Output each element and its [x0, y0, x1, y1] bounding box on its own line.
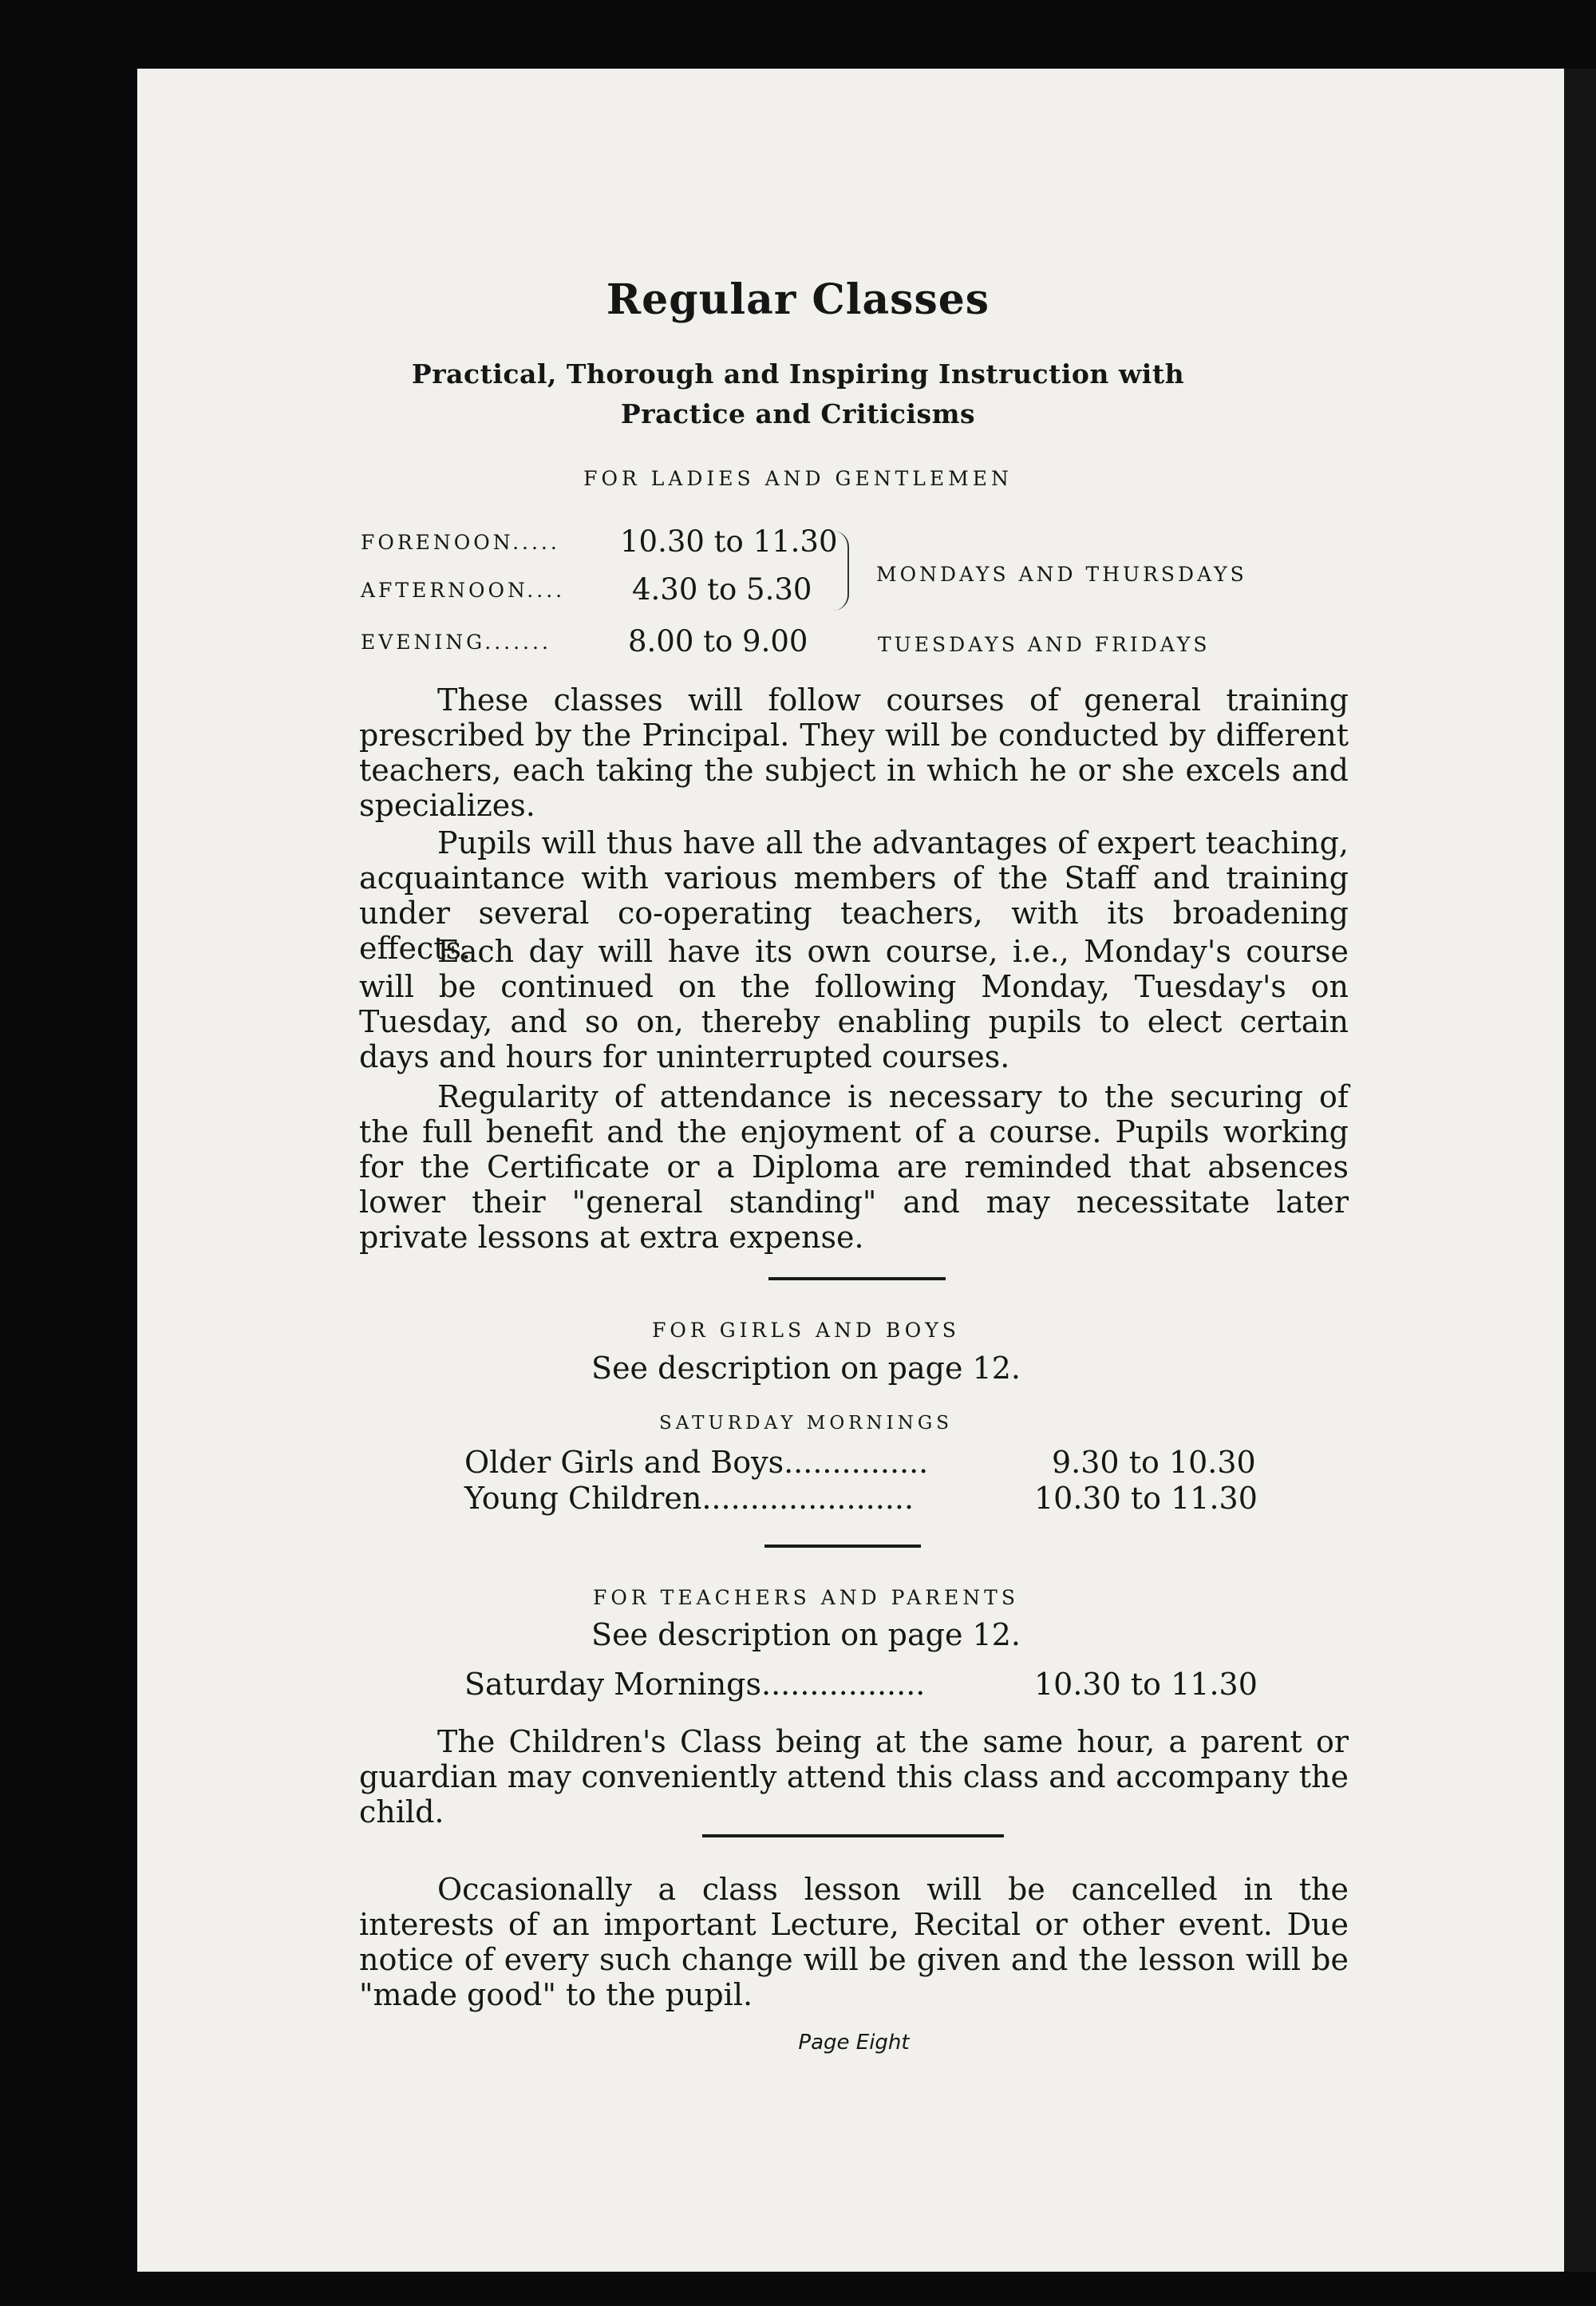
paragraph-occasional-cancellation: Occasionally a class lesson will be cancelled in the interests of an important Lecture, Recital or other event. Due notice of every such change will be given and the lesson will be "made good" to the pupil. — [359, 1872, 1349, 2012]
paragraph-general-training: These classes will follow courses of general training prescribed by the Principal. They will be conducted by different teachers, each taking the subject in which he or she excels and specializes. — [359, 682, 1349, 823]
divider-rule — [764, 1545, 921, 1548]
list-item-dots: ................. — [761, 1667, 926, 1702]
list-item-time: 9.30 to 10.30 — [1052, 1445, 1256, 1480]
page-title: Regular Classes — [606, 275, 990, 324]
page-subtitle — [335, 354, 1261, 434]
divider-rule — [768, 1277, 946, 1280]
list-item-saturday-mornings — [464, 1667, 925, 1702]
schedule-days-mon-thu: MONDAYS AND THURSDAYS — [876, 563, 1247, 586]
schedule-label: FORENOON — [361, 531, 513, 554]
schedule-dots: ....... — [484, 631, 551, 654]
list-item-label: Saturday Mornings — [464, 1667, 762, 1702]
list-item-older-girls-boys — [464, 1445, 928, 1480]
schedule-time: 8.00 to 9.00 — [628, 624, 808, 659]
paragraph-daily-course: Each day will have its own course, i.e., Monday's course will be continued on the following Monday, Tuesday's on Tuesday, and so on, thereby enabling pupils to elect certain days and hours for uninterrupted courses. — [359, 934, 1349, 1074]
list-item-time: 10.30 to 11.30 — [1034, 1481, 1258, 1516]
section-heading-girls-boys: FOR GIRLS AND BOYS — [652, 1319, 960, 1342]
schedule-dots: .... — [527, 579, 566, 602]
schedule-days-tue-fri: TUESDAYS AND FRIDAYS — [878, 633, 1211, 656]
schedule-label: EVENING — [361, 631, 485, 654]
list-item-dots: ...................... — [701, 1481, 915, 1516]
brace-mark — [833, 531, 849, 611]
section-heading-teachers-parents: FOR TEACHERS AND PARENTS — [593, 1586, 1019, 1609]
schedule-dots: ..... — [512, 531, 560, 554]
divider-rule — [702, 1834, 1004, 1837]
list-item-young-children — [464, 1481, 914, 1516]
subtitle-line-1: Practical, Thorough and Inspiring Instruction with — [411, 358, 1185, 390]
paragraph-expert-teaching: Pupils will thus have all the advantages of expert teaching, acquaintance with various members of the Staff and training under several co-operating teachers, with its broadening effects. — [359, 825, 1349, 966]
list-item-dots: ............... — [784, 1445, 929, 1480]
section-subheading-saturday: SATURDAY MORNINGS — [659, 1413, 953, 1434]
page-number: Page Eight — [798, 2031, 910, 2055]
see-description-girls-boys: See description on page 12. — [591, 1351, 1021, 1386]
subtitle-line-2: Practice and Criticisms — [620, 398, 976, 429]
paragraph-childrens-class: The Children's Class being at the same hour, a parent or guardian may conveniently attend this class and accompany the child. — [359, 1724, 1349, 1829]
schedule-label: AFTERNOON — [361, 579, 527, 602]
list-item-time: 10.30 to 11.30 — [1034, 1667, 1258, 1702]
section-heading-ladies-gentlemen: FOR LADIES AND GENTLEMEN — [583, 467, 1013, 490]
see-description-teachers-parents: See description on page 12. — [591, 1617, 1021, 1652]
schedule-row-forenoon — [361, 524, 839, 559]
list-item-label: Young Children — [464, 1481, 702, 1516]
schedule-time: 10.30 to 11.30 — [620, 524, 838, 559]
paragraph-regularity: Regularity of attendance is necessary to the securing of the full benefit and the enjoyment of a course. Pupils working for the Certificate or a Diploma are reminded that absences lower their "general standing" and may necessitate later private lessons at extra expense. — [359, 1079, 1349, 1255]
schedule-time: 4.30 to 5.30 — [632, 572, 812, 607]
schedule-row-afternoon — [361, 572, 839, 607]
schedule-row-evening — [361, 624, 839, 659]
list-item-label: Older Girls and Boys — [464, 1445, 784, 1480]
